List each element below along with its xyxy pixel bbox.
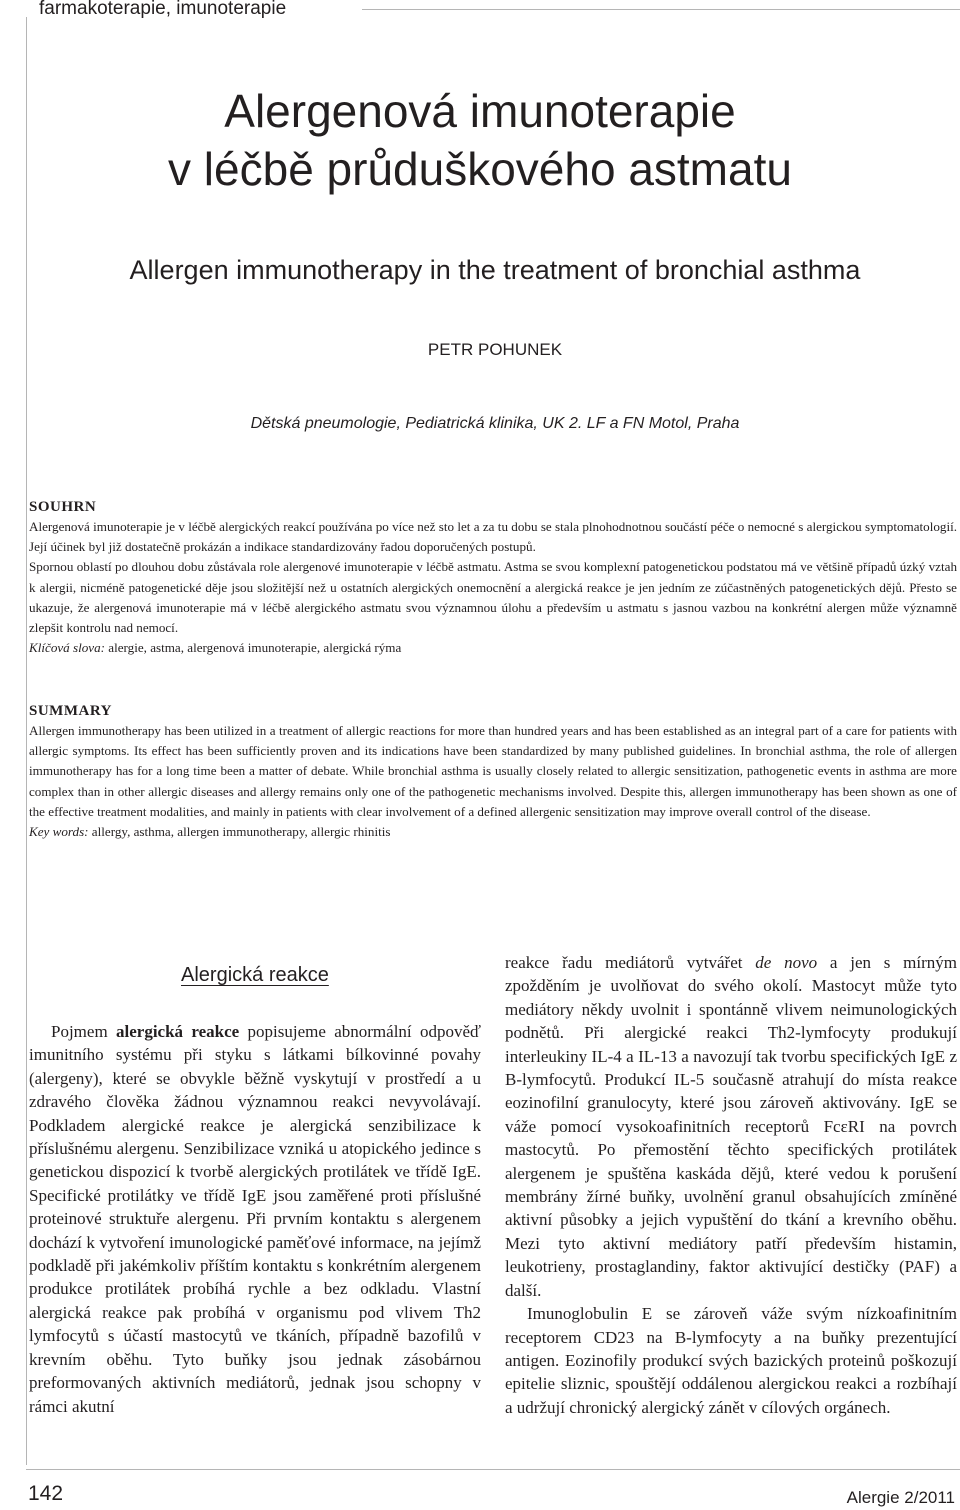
summary-paragraph: Allergen immunotherapy has been utilized in a treatment of allergic reactions for more than hundred years and has been established as an integral part of a care for patients with allergic symptoms. Its effect has been sufficiently proven and its indications have been standardized by many published guidelines. In bronchial asthma, the role of allergen immunotherapy has for a long time been a matter of debate. While bronchial asthma is usually closely related to allergic sensitization, pathogenetic events in asthma are more complex than in other allergic diseases and allergy remains only one of the pathogenetic mechanisms involved. Despite this, allergen immunotherapy has been shown as one of the effective treatment modalities, and mainly in patients with clear involvement of a defined allergenic sensitization may improve overall control of the disease. — [29, 723, 957, 819]
italic-term: de novo — [755, 953, 818, 972]
text-run: reakce řadu mediátorů vytvářet — [505, 953, 756, 972]
margin-rule — [26, 17, 27, 1465]
body-column-right — [505, 951, 957, 1419]
header-rule — [362, 9, 960, 10]
title-line-2: v léčbě průduškového astmatu — [168, 143, 792, 195]
czech-abstract — [29, 497, 957, 658]
body-paragraph — [29, 1020, 481, 1418]
english-abstract — [29, 701, 957, 842]
key-words-text: allergy, asthma, allergen immunotherapy, allergic rhinitis — [88, 824, 391, 840]
author-name: PETR POHUNEK — [427, 340, 563, 359]
keywords-text: alergie, astma, alergenová imunoterapie, alergická rýma — [105, 640, 402, 656]
affiliation: Dětská pneumologie, Pediatrická klinika, UK 2. LF a FN Motol, Praha — [250, 415, 740, 432]
section-heading-allergic-reaction: Alergická reakce — [181, 964, 329, 986]
journal-issue: Alergie 2/2011 — [846, 1488, 955, 1507]
text-run: Pojmem — [51, 1022, 116, 1041]
keywords-label: Klíčová slova: — [29, 640, 105, 656]
text-run: popisujeme abnormální odpověď imunitního systému při styku s látkami bílkovinné povahy (alergeny), které se obvykle běžně vyskytují v prostředí a u zdravého člověka žádnou významnou reakci nevyvolávají. Podkladem alergické reakce je alergická senzibilizace k příslušnému alergenu. Senzibilizace vzniká u atopického jedince s genetickou dispozicí k tvorbě alergických protilátek ve třídě IgE. Specifické protilátky ve třídě IgE jsou zaměřené proti příslušné proteinové struktuře alergenu. Při prvním kontaktu s alergenem dochází k vytvoření imunologické paměťové informace, na jejímž podkladě při jakémkoliv příštím kontaktu s konkrétním alergenem produkce protilátek probíhá rychle a bez odkladu. Vlastní alergická reakce pak probíhá v organismu pod vlivem Th2 lymfocytů s účastí mastocytů ve tkáních, případně bazofilů v krevním oběhu. Tyto buňky jsou jednak zásobárnou preformovaných aktivních mediátorů, jednak jsou schopny v rámci akutní — [29, 1022, 482, 1416]
souhrn-heading: SOUHRN — [29, 499, 97, 515]
footer-rule — [26, 1469, 960, 1470]
body-column-left — [29, 1020, 481, 1418]
article-title — [0, 82, 960, 198]
souhrn-paragraph-2: Spornou oblastí po dlouhou dobu zůstávala role alergenové imunoterapie v léčbě astmatu. Astma se svou komplexní patogenetickou podstatou má ve většině případů úzký vztah k alergii, nicméně patogenetické děje jsou složitější než u ostatních alergických onemocnění a alergická reakce je jen jedním ze zúčastněných patogenetických dějů. Přesto se ukazuje, že alergenová imunoterapie má v léčbě alergického astmatu svou významnou úlohu a především u astmatu s jasnou vazbou na konkrétní alergen může významně zlepšit kontrolu nad nemocí. — [29, 559, 957, 636]
summary-heading: SUMMARY — [29, 703, 112, 719]
section-label: farmakoterapie, imunoterapie — [39, 0, 287, 19]
bold-term: alergická reakce — [116, 1022, 240, 1041]
body-paragraph — [505, 951, 957, 1302]
title-line-1: Alergenová imunoterapie — [224, 85, 736, 137]
souhrn-paragraph-1: Alergenová imunoterapie je v léčbě alergických reakcí používána po více než sto let a za tu dobu se stala plnohodnotnou součástí péče o nemocné s alergickou symptomatologií. Její účinek byl již dostatečně prokázán a indikace standardizovány řadou doporučených postupů. — [29, 519, 957, 555]
text-run: a jen s mírným zpožděním je uvolňovat do svého okolí. Mastocyt může tyto mediátory někdy uvolnit i spontánně vlivem neimunologických podnětů. Při alergické reakci Th2-lymfocyty produkují interleukiny IL-4 a IL-13 a navozují tak tvorbu specifických IgE z B-lymfocytů. Produkcí IL-5 současně atrahují do místa reakce eozinofilní granulocyty, které jsou zároveň aktivovány. IgE se váže pomocí vysokoafinitních receptorů FcεRI na povrch mastocytů. Po přemostění těchto specifických protilátek alergenem je spuštěna kaskáda dějů, které vedou k porušení membrány žírné buňky, uvolnění granul obsahujících zmíněné aktivní působky a jejich vypuštění do tkání a krevního oběhu. Mezi tyto aktivní mediátory patří především histamin, leukotrieny, prostaglandiny, faktor aktivující destičky (PAF) a další. — [505, 953, 958, 1300]
summary-keywords — [29, 822, 957, 842]
souhrn-keywords — [29, 638, 957, 658]
key-words-label: Key words: — [29, 824, 89, 840]
page-number: 142 — [28, 1482, 64, 1505]
english-title: Allergen immunotherapy in the treatment of bronchial asthma — [129, 255, 861, 285]
body-paragraph: Imunoglobulin E se zároveň váže svým nízkoafinitním receptorem CD23 na B-lymfocyty a na buňky prezentující antigen. Eozinofily produkcí svých bazických proteinů poškozují epitelie sliznic, spouštějí oddálenou alergickou reakci a rozbíhají a udržují chronický alergický zánět v cílových orgánech. — [505, 1304, 957, 1417]
